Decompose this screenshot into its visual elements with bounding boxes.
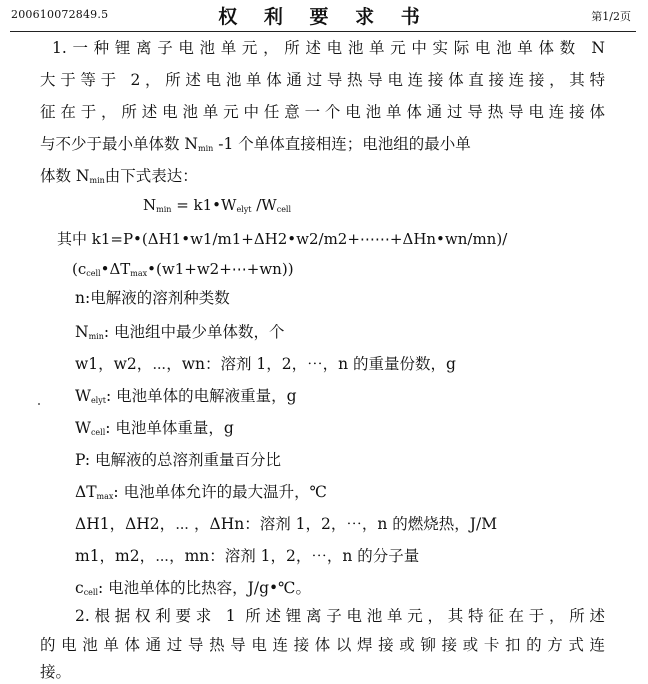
formula-k1-line-2: $(c_{cell}•\Delta T_{max}•(w1+w2+\cdots+wn))$	[72, 260, 294, 278]
page-indicator: 第1/2页	[591, 10, 631, 23]
header-divider	[10, 31, 636, 32]
definition-row: m1，m2，⋯，mn：溶剂 1，2，⋯，n 的分子量	[75, 547, 420, 565]
claim2-line-3: 接。	[40, 663, 72, 681]
claim1-line-2: 大于等于 2，所述电池单体通过导热导电连接体直接连接，其特	[40, 71, 605, 89]
scan-speck	[38, 403, 40, 405]
formula-nmin: $N_{min}$ = $k1•W_{elyt}$ $/W_{cell}$	[143, 196, 292, 214]
formula-k1-line-1: 其中 k1=P•(ΔH1•w1/m1+ΔH2•w2/m2+⋯⋯+ΔHn•wn/mn)/	[57, 230, 508, 248]
definition-row: $W_{elyt}$: 电池单体的电解液重量，g	[75, 387, 297, 405]
definition-row: n:电解液的溶剂种类数	[75, 289, 230, 307]
definition-row: ΔH1，ΔH2，⋯ ，ΔHn：溶剂 1，2，⋯，n 的燃烧热，J/M	[75, 515, 498, 533]
definition-row: $W_{cell}$: 电池单体重量，g	[75, 419, 234, 437]
page-title: 权 利 要 求 书	[218, 6, 430, 28]
definition-row: $\Delta T_{max}$: 电池单体允许的最大温升，℃	[75, 483, 327, 501]
claim2-line-2: 的电池单体通过导热导电连接体以焊接或铆接或卡扣的方式连	[40, 636, 605, 654]
definition-row: P: 电解液的总溶剂重量百分比	[75, 451, 282, 469]
claim1-line-4: 与不少于最小单体数 $N_{min}$ -1 个单体直接相连；电池组的最小单	[40, 135, 471, 153]
definition-row: $c_{cell}$: 电池单体的比热容，J/g•℃。	[75, 579, 312, 597]
claim1-line-1: 1.一种锂离子电池单元，所述电池单元中实际电池单体数 N	[52, 39, 605, 57]
claim1-line-3: 征在于，所述电池单元中任意一个电池单体通过导热导电连接体	[40, 103, 605, 121]
definition-row: w1，w2，⋯，wn：溶剂 1，2，⋯，n 的重量份数，g	[75, 355, 456, 373]
claim1-line-5: 体数 $N_{min}$由下式表达：	[40, 167, 198, 185]
doc-number: 200610072849.5	[11, 8, 109, 21]
definition-row: $N_{min}$: 电池组中最少单体数，个	[75, 323, 285, 341]
claim2-line-1: 2.根据权利要求 1 所述锂离子电池单元，其特征在于，所述	[75, 607, 605, 625]
